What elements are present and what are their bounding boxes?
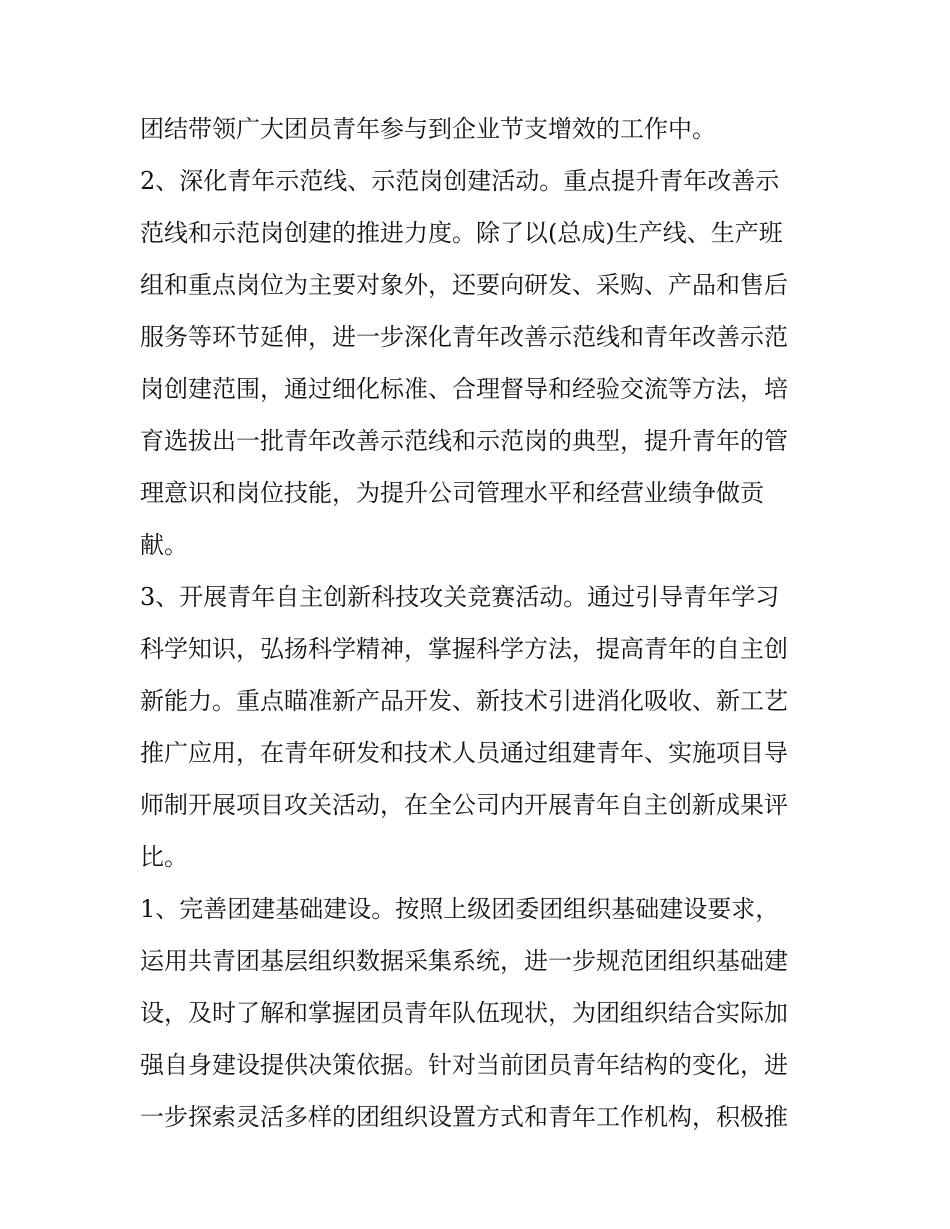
text-line: 推广应用，在青年研发和技术人员通过组建青年、实施项目导 — [140, 739, 788, 767]
text-line: 理意识和岗位技能，为提升公司管理水平和经营业绩争做贡 — [140, 479, 764, 507]
text-line: 服务等环节延伸，进一步深化青年改善示范线和青年改善示范 — [140, 323, 788, 351]
text-line: 设，及时了解和掌握团员青年队伍现状，为团组织结合实际加 — [140, 999, 788, 1027]
text-line: 一步探索灵活多样的团组织设置方式和青年工作机构，积极推 — [140, 1103, 788, 1131]
text-line: 科学知识，弘扬科学精神，掌握科学方法，提高青年的自主创 — [140, 635, 788, 663]
document-page — [140, 103, 820, 1143]
text-line: 新能力。重点瞄准新产品开发、新技术引进消化吸收、新工艺 — [140, 687, 788, 715]
text-line: 组和重点岗位为主要对象外，还要向研发、采购、产品和售后 — [140, 271, 788, 299]
text-line: 岗创建范围，通过细化标准、合理督导和经验交流等方法，培 — [140, 375, 788, 403]
text-line: 1、完善团建基础建设。按照上级团委团组织基础建设要求， — [140, 895, 780, 923]
text-line: 育选拔出一批青年改善示范线和示范岗的典型，提升青年的管 — [140, 427, 788, 455]
text-line: 献。 — [140, 531, 188, 559]
text-line: 2、深化青年示范线、示范岗创建活动。重点提升青年改善示 — [140, 167, 780, 195]
text-line: 范线和示范岗创建的推进力度。除了以(总成)生产线、生产班 — [140, 219, 783, 247]
text-line: 运用共青团基层组织数据采集系统，进一步规范团组织基础建 — [140, 947, 788, 975]
text-line: 3、开展青年自主创新科技攻关竞赛活动。通过引导青年学习 — [140, 583, 780, 611]
text-line: 师制开展项目攻关活动，在全公司内开展青年自主创新成果评 — [140, 791, 788, 819]
text-line: 比。 — [140, 843, 188, 871]
text-line: 强自身建设提供决策依据。针对当前团员青年结构的变化，进 — [140, 1051, 788, 1079]
text-line: 团结带领广大团员青年参与到企业节支增效的工作中。 — [140, 115, 716, 143]
